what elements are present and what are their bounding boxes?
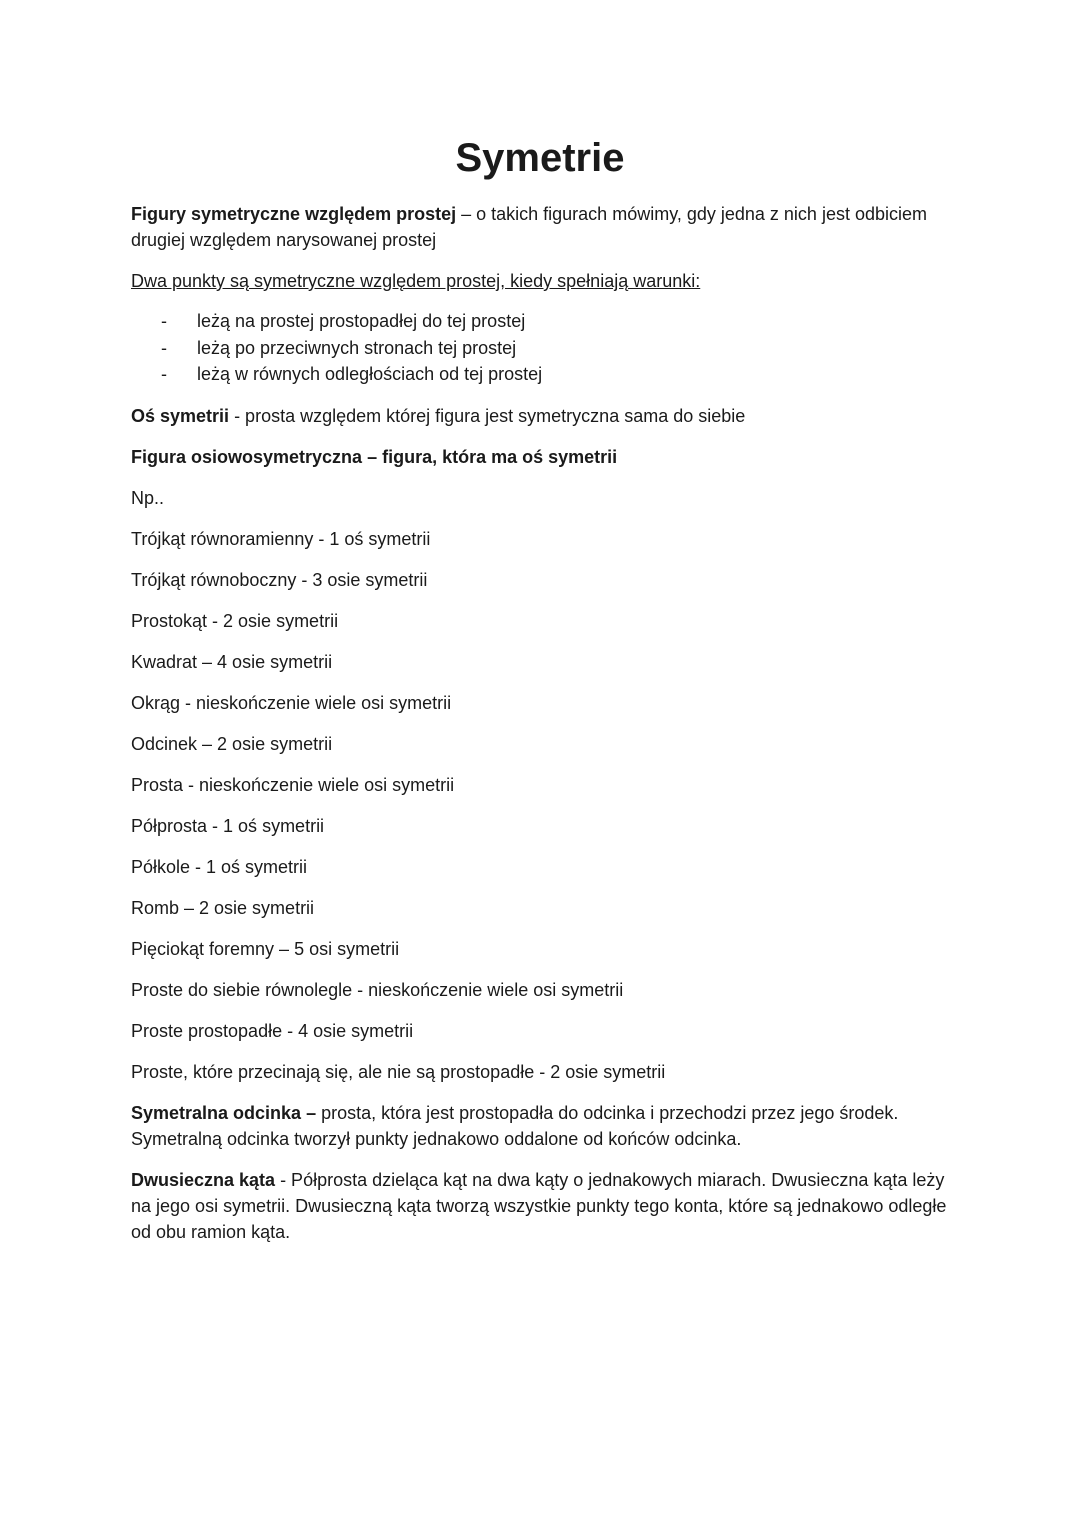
definition-figura-osiowosymetryczna: Figura osiowosymetryczna – figura, która ma oś symetrii <box>131 446 618 467</box>
term-os-symetrii: Oś symetrii <box>131 405 230 426</box>
list-item <box>131 308 951 335</box>
term-figury-symetryczne: Figury symetryczne względem prostej <box>131 204 457 224</box>
list-item <box>131 361 951 388</box>
definition-text: - Półprosta dzieląca kąt na dwa kąty o jednakowych miarach. Dwusieczna kąta leży na jego osi symetrii. Dwusieczną kąta tworzą wszystkie punkty tego konta, które są jednakowo odległe od obu ramion kąta. <box>131 1169 947 1242</box>
example-item: Półprosta - 1 oś symetrii <box>131 815 325 836</box>
definition-dwusieczna-kata <box>131 1167 951 1245</box>
document-body <box>131 201 951 1260</box>
condition-text: leżą po przeciwnych stronach tej prostej <box>197 337 517 358</box>
definition-text: prosta, która jest prostopadła do odcinka i przechodzi przez jego środek. Symetralną odcinka tworzył punkty jednakowo oddalone od końców odcinka. <box>131 1102 899 1149</box>
condition-text: leżą na prostej prostopadłej do tej prostej <box>197 311 526 331</box>
example-item: Romb – 2 osie symetrii <box>131 897 315 918</box>
definition-text: – o takich figurach mówimy, gdy jedna z nich jest odbiciem drugiej względem narysowanej prostej <box>131 204 927 250</box>
definition-os-symetrii <box>131 403 951 429</box>
example-item: Prosta - nieskończenie wiele osi symetrii <box>131 774 455 795</box>
example-item: Proste do siebie równolegle - nieskończenie wiele osi symetrii <box>131 979 624 1000</box>
bullet-dash: - <box>161 337 167 358</box>
definition-symetralna-odcinka <box>131 1100 951 1152</box>
example-item: Trójkąt równoramienny - 1 oś symetrii <box>131 528 431 549</box>
example-item: Okrąg - nieskończenie wiele osi symetrii <box>131 692 452 713</box>
example-item: Odcinek – 2 osie symetrii <box>131 733 333 754</box>
term-symetralna-odcinka: Symetralna odcinka – <box>131 1102 317 1123</box>
term-dwusieczna-kata: Dwusieczna kąta <box>131 1169 276 1190</box>
condition-text: leżą w równych odległościach od tej prostej <box>197 364 543 384</box>
conditions-heading: Dwa punkty są symetryczne względem prostej, kiedy spełniają warunki: <box>131 271 701 291</box>
bullet-dash: - <box>161 311 167 331</box>
example-item: Proste, które przecinają się, ale nie są prostopadłe - 2 osie symetrii <box>131 1061 666 1082</box>
example-item: Proste prostopadłe - 4 osie symetrii <box>131 1020 414 1041</box>
conditions-list <box>131 308 951 388</box>
definition-figury-symetryczne <box>131 201 951 253</box>
example-item: Półkole - 1 oś symetrii <box>131 856 308 877</box>
example-item: Trójkąt równoboczny - 3 osie symetrii <box>131 569 428 590</box>
list-item <box>131 335 951 362</box>
example-item: Kwadrat – 4 osie symetrii <box>131 651 333 672</box>
examples-label: Np.. <box>131 487 165 508</box>
bullet-dash: - <box>161 364 167 384</box>
example-item: Pięciokąt foremny – 5 osi symetrii <box>131 938 400 959</box>
example-item: Prostokąt - 2 osie symetrii <box>131 610 339 631</box>
page-title: Symetrie <box>455 136 625 180</box>
definition-text: - prosta względem której figura jest symetryczna sama do siebie <box>229 405 746 426</box>
